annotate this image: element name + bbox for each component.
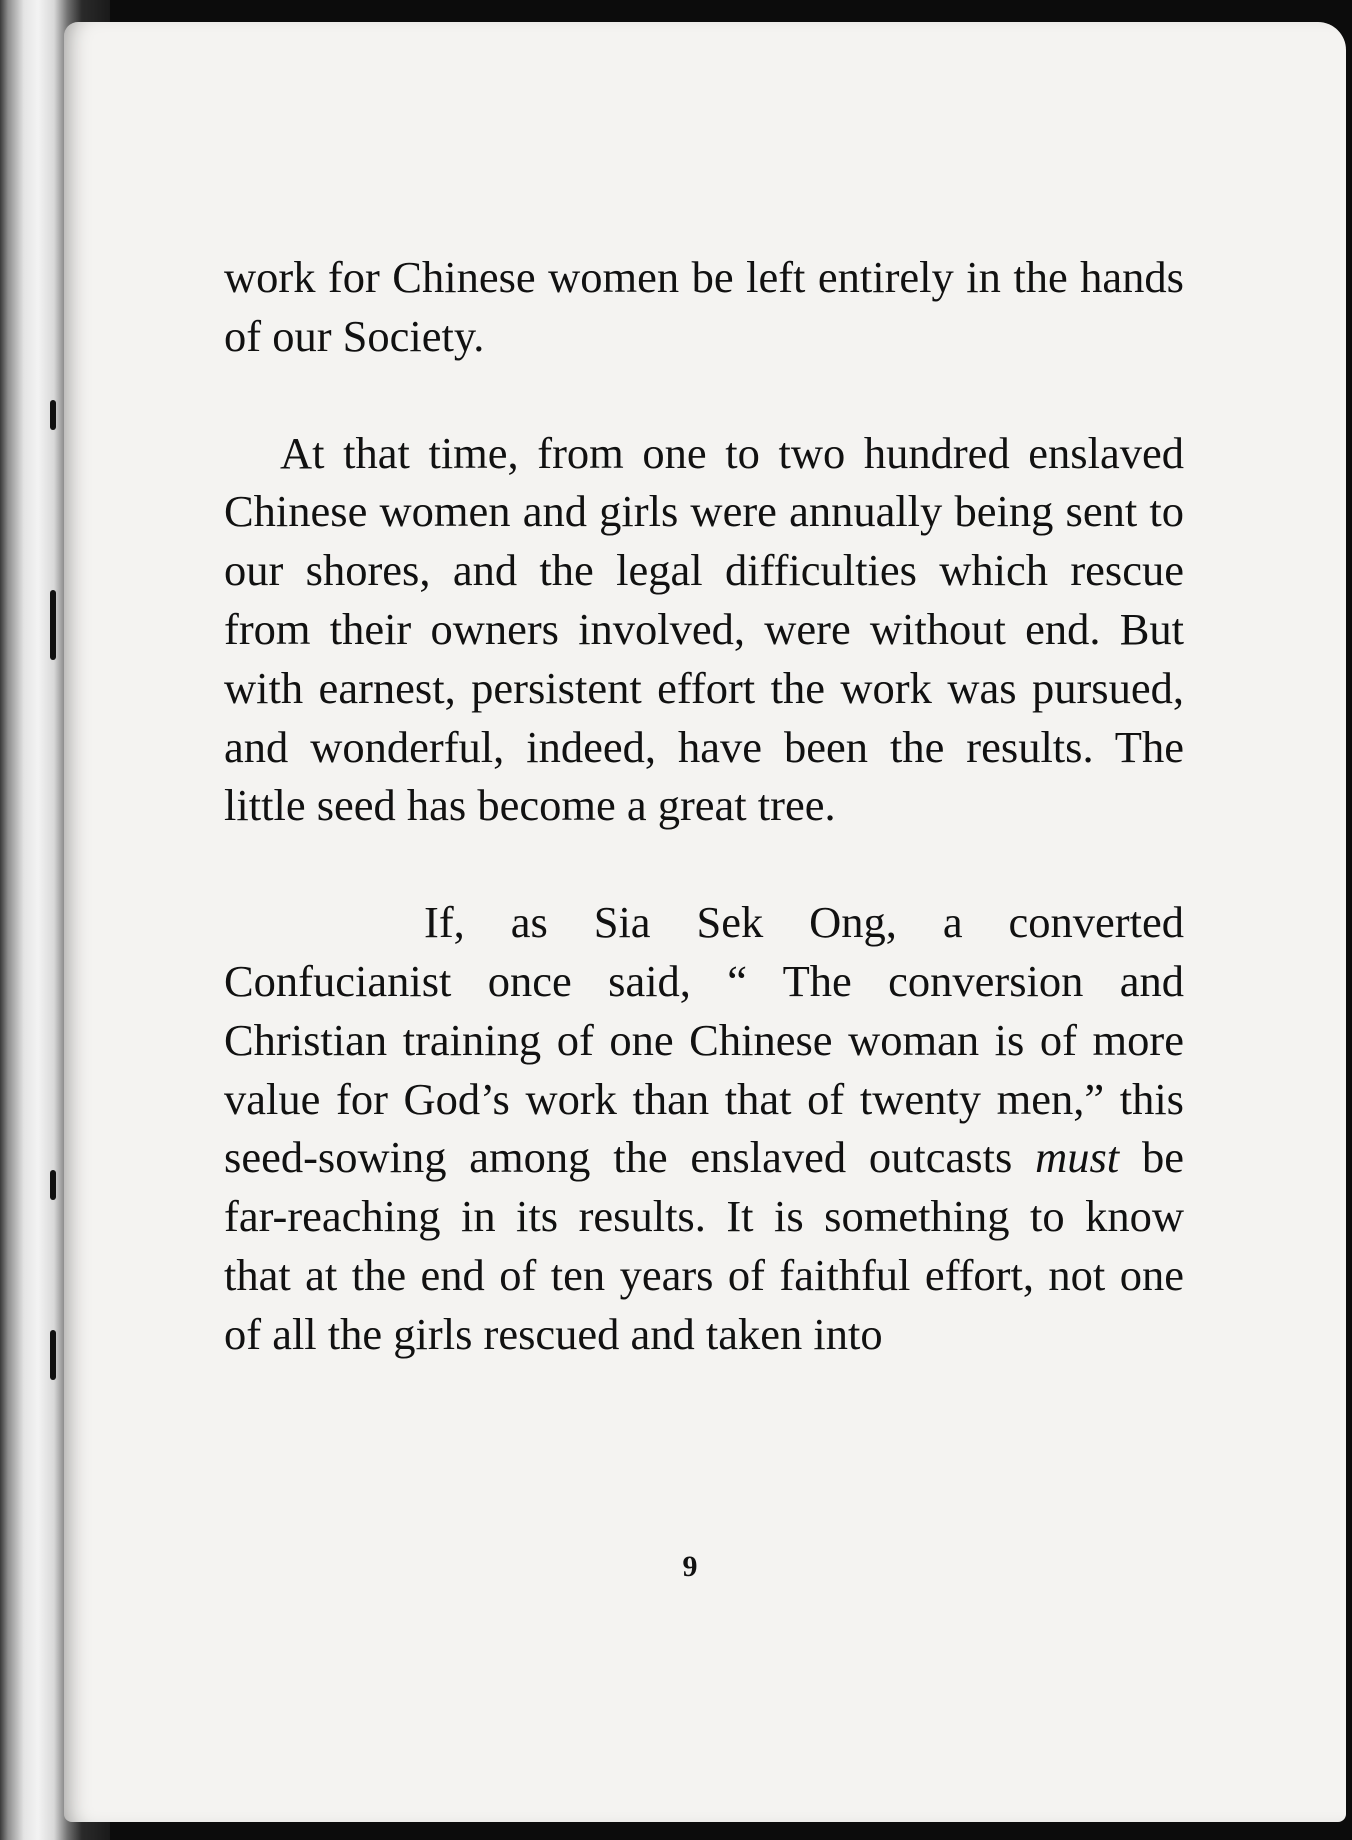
binding-mark (50, 1330, 56, 1380)
paragraph-3-text-b: be far-reaching in its results. It is something to know that at the end of ten years of faithful effort, not one of all the girls rescued and taken into (224, 1132, 1184, 1359)
binding-mark (50, 590, 56, 660)
paragraph-3 (224, 893, 1184, 1363)
emphasis-word: must (1035, 1132, 1120, 1183)
page-number: 9 (682, 1550, 698, 1583)
paragraph-3-text-a: If, as Sia Sek Ong, a converted Confucianist once said, “ The conversion and Christian training of one Chinese woman is of more value for God’s work than that of twenty men,” this seed-sowing among the enslaved outcasts (224, 897, 1184, 1183)
binding-mark (50, 400, 56, 430)
binding-mark (50, 1170, 56, 1200)
paragraph-1: work for Chinese women be left entirely in the hands of our Society. (224, 252, 1184, 361)
paragraph-2: At that time, from one to two hundred enslaved Chinese women and girls were annually being sent to our shores, and the legal difficulties which rescue from their owners involved, were without end. But with earnest, persistent effort the work was pursued, and wonderful, indeed, have been the results. The little seed has become a great tree. (224, 427, 1184, 831)
page-text (224, 248, 1184, 1364)
